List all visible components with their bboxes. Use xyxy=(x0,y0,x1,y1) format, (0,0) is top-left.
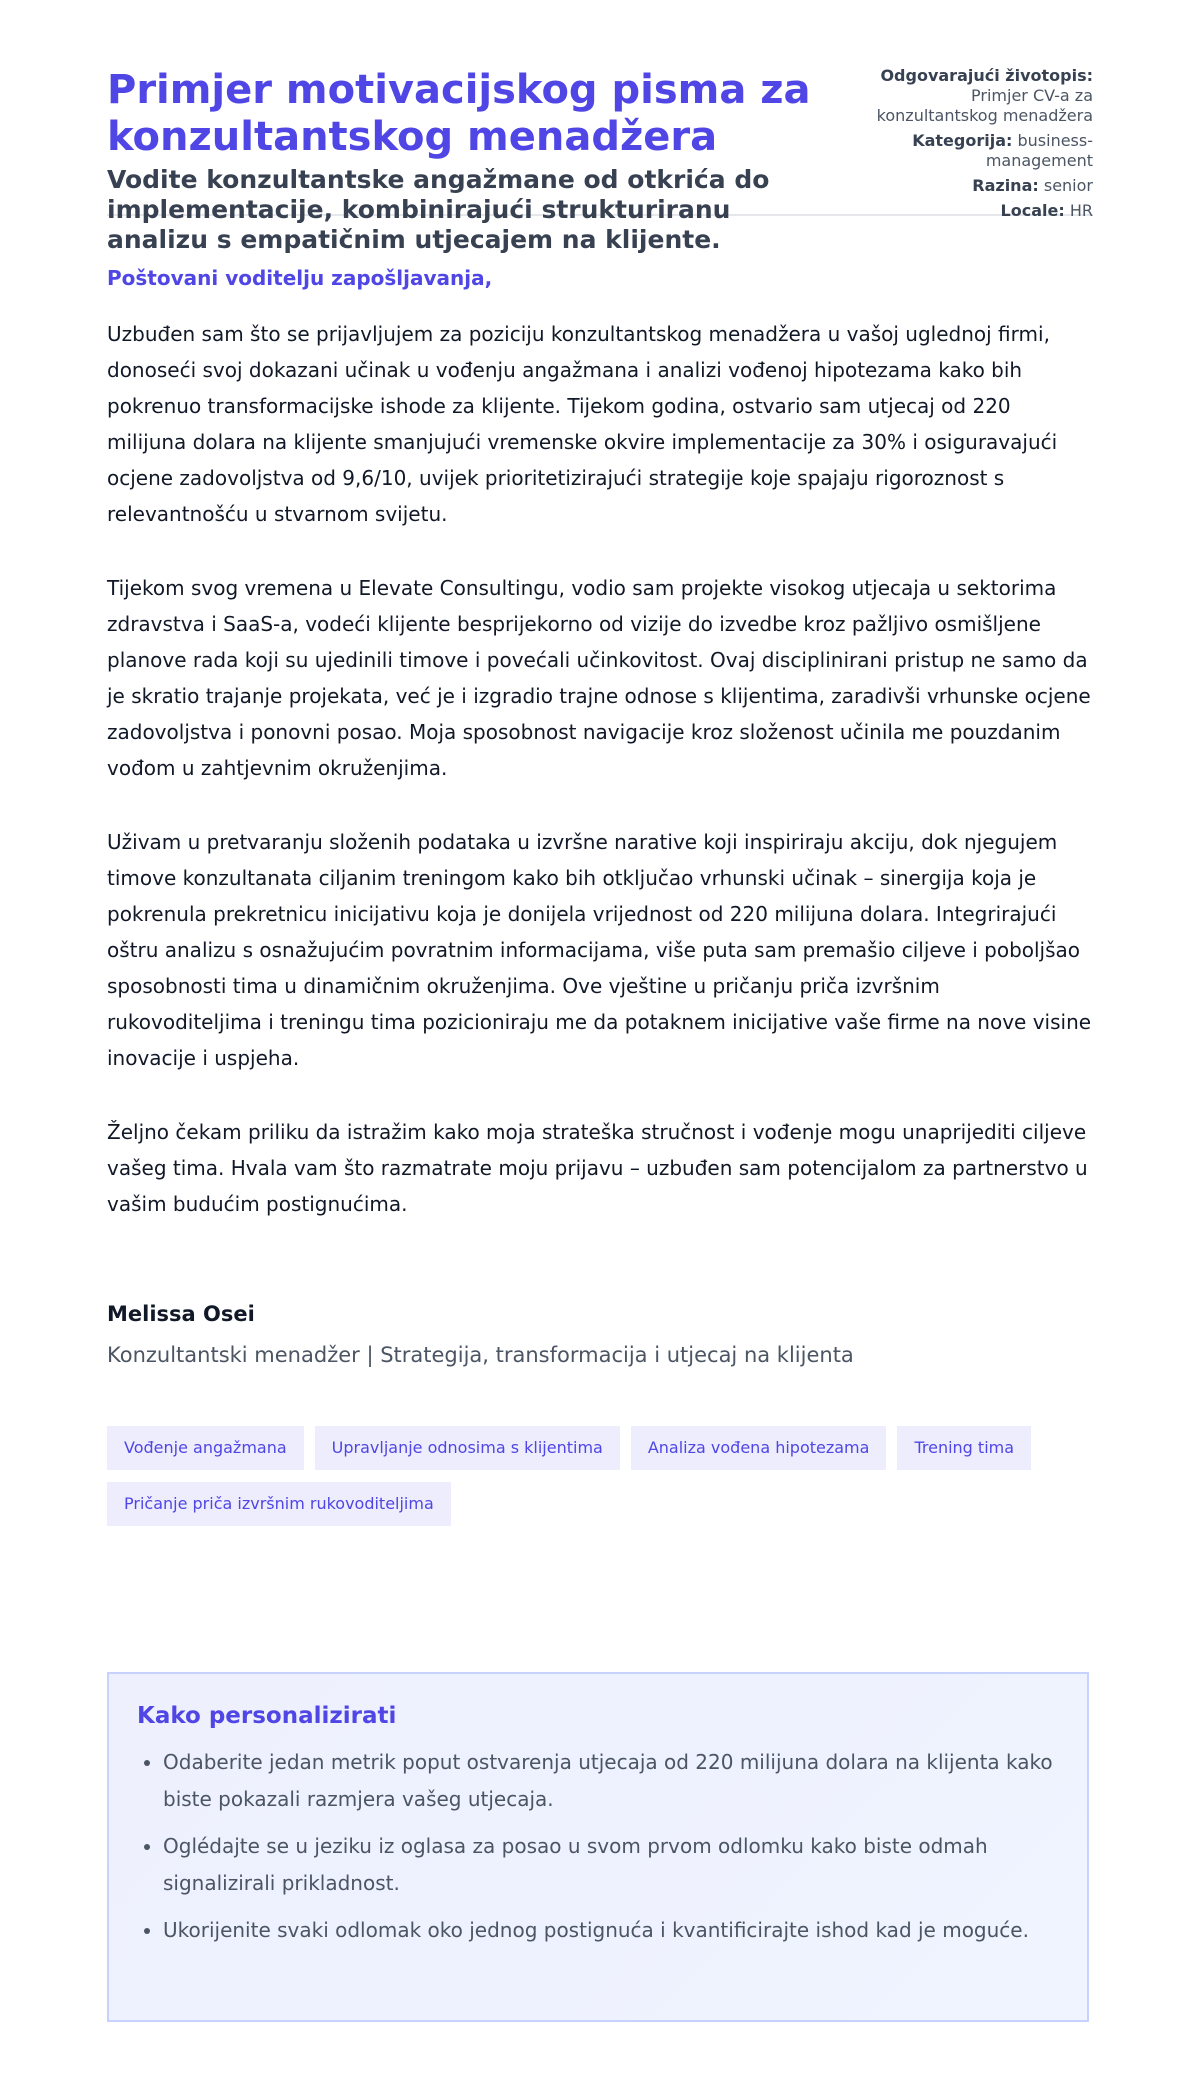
meta-row-resume xyxy=(863,66,1093,126)
letter-paragraph: Uzbuđen sam što se prijavljujem za poziciju konzultantskog menadžera u vašoj uglednoj firmi, donoseći svoj dokazani učinak u vođenju angažmana i analizi vođenoj hipotezama kako bih pokrenuo transformacijske ishode za klijente. Tijekom godina, ostvario sam utjecaj od 220 milijuna dolara na klijente smanjujući vremenske okvire implementacije za 30% i osiguravajući ocjene zadovoljstva od 9,6/10, uvijek prioritetizirajući strategije koje spajaju rigoroznost s relevantnošću u stvarnom svijetu. xyxy=(107,322,1058,526)
tip-item: • Odaberite jedan metrik poput ostvarenja utjecaja od 220 milijuna dolara na klijenta kako biste pokazali razmjera vašeg utjecaja. xyxy=(163,1744,1059,1818)
letter-body xyxy=(107,264,1093,1370)
tip-item: • Ukorijenite svaki odlomak oko jednog postignuća i kvantificirajte ishod kad je moguće. xyxy=(163,1912,1059,1949)
page-title: Primjer motivacijskog pisma za konzultantskog menadžera xyxy=(107,67,811,160)
meta-label: Kategorija: xyxy=(912,131,1013,150)
skill-tag: Vođenje angažmana xyxy=(107,1426,304,1470)
letter-paragraph: Željno čekam priliku da istražim kako moja strateška stručnost i vođenje mogu unaprijediti ciljeve vašeg tima. Hvala vam što razmatrate moju prijavu – uzbuđen sam potencijalom za partnerstvo u vašim budućim postignućima. xyxy=(107,1120,1088,1216)
letter-greeting: Poštovani voditelju zapošljavanja, xyxy=(107,266,493,290)
tip-item: • Oglédajte se u jeziku iz oglasa za posao u svom prvom odlomku kako biste odmah signalizirali prikladnost. xyxy=(163,1828,1059,1902)
meta-value: senior xyxy=(1043,176,1093,195)
letter-paragraph: Uživam u pretvaranju složenih podataka u izvršne narative koji inspiriraju akciju, dok njegujem timove konzultanata ciljanim treningom kako bih otključao vrhunski učinak – sinergija koja je pokrenula prekretnicu inicijativu koja je donijela vrijednost od 220 milijuna dolara. Integrirajući oštru analizu s osnažujućim povratnim informacijama, više puta sam premašio ciljeve i poboljšao sposobnosti tima u dinamičnim okruženjima. Ove vještine u pričanju priča izvršnim rukovoditeljima i treningu tima pozicioniraju me da potaknem inicijative vaše firme na nove visine inovacije i uspjeha. xyxy=(107,830,1092,1070)
meta-value-resume-link[interactable]: Primjer CV-a za konzultantskog menadžera xyxy=(876,86,1093,125)
tips-list xyxy=(137,1744,1059,1949)
skill-tag: Pričanje priča izvršnim rukovoditeljima xyxy=(107,1482,451,1526)
signature-name: Melissa Osei xyxy=(107,1302,255,1326)
tips-title: Kako personalizirati xyxy=(137,1703,397,1729)
page-subtitle: Vodite konzultantske angažmane od otkrića do implementacije, kombinirajući strukturiranu analizu s empatičnim utjecajem na klijente. xyxy=(107,165,770,254)
letter-paragraph: Tijekom svog vremena u Elevate Consultingu, vodio sam projekte visokog utjecaja u sektorima zdravstva i SaaS-a, vodeći klijente besprijekorno od vizije do izvedbe kroz pažljivo osmišljene planove rada koji su ujedinili timove i povećali učinkovitost. Ovaj disciplinirani pristup ne samo da je skratio trajanje projekata, već je i izgradio trajne odnose s klijentima, zaradivši vrhunske ocjene zadovoljstva i ponovni posao. Moja sposobnost navigacije kroz složenost učinila me pouzdanim vođom u zahtjevnim okruženjima. xyxy=(107,576,1091,780)
skill-tags xyxy=(107,1426,1093,1526)
meta-row-level xyxy=(863,176,1093,196)
signature-role: Konzultantski menadžer | Strategija, transformacija i utjecaj na klijenta xyxy=(107,1343,854,1367)
meta-row-category xyxy=(863,131,1093,171)
skill-tag: Upravljanje odnosima s klijentima xyxy=(315,1426,620,1470)
personalization-tips-box xyxy=(107,1672,1089,2022)
skill-tag: Analiza vođena hipotezama xyxy=(631,1426,887,1470)
document-header xyxy=(107,0,1093,254)
meta-value: HR xyxy=(1069,201,1093,220)
meta-label: Locale: xyxy=(1000,201,1065,220)
skill-tag: Trening tima xyxy=(897,1426,1031,1470)
meta-label: Razina: xyxy=(972,176,1039,195)
meta-value: business-management xyxy=(985,131,1093,170)
metadata-panel xyxy=(863,66,1093,226)
meta-row-locale xyxy=(863,201,1093,221)
meta-label: Odgovarajući životopis: xyxy=(880,66,1093,85)
